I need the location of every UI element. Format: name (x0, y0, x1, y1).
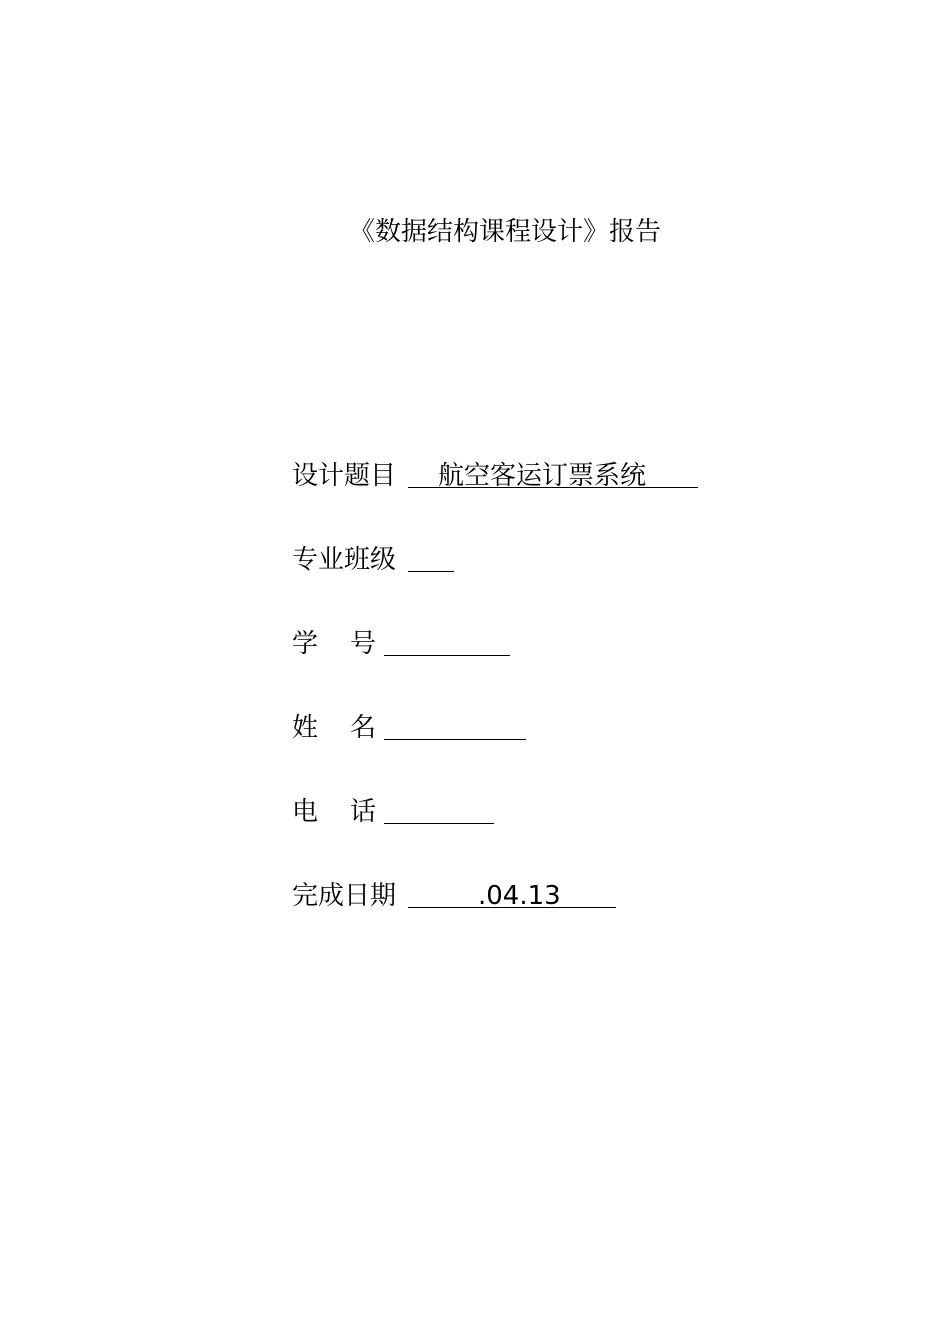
class-blank (408, 536, 454, 572)
topic-value: 航空客运订票系统 (438, 461, 647, 491)
phone-label-a: 电 (292, 797, 319, 827)
topic-field (292, 458, 698, 494)
class-field (292, 542, 454, 578)
student-id-label-a: 学 (292, 629, 319, 659)
phone-label (292, 794, 376, 830)
student-id-blank (384, 620, 510, 656)
name-blank (384, 704, 526, 740)
date-value: .04.13 (478, 881, 561, 911)
phone-blank (384, 788, 494, 824)
date-label: 完成日期 (292, 881, 397, 911)
name-label-b: 名 (349, 713, 376, 743)
student-id-label-b: 号 (349, 629, 376, 659)
student-id-field (292, 626, 510, 662)
topic-blank (408, 452, 698, 491)
date-field (292, 878, 616, 914)
report-title: 《数据结构课程设计》报告 (348, 217, 661, 247)
student-id-label (292, 626, 376, 662)
phone-label-b: 话 (349, 797, 376, 827)
date-blank (408, 872, 616, 911)
name-label-a: 姓 (292, 713, 319, 743)
name-field (292, 710, 526, 746)
topic-label: 设计题目 (292, 461, 397, 491)
phone-field (292, 794, 494, 830)
name-label (292, 710, 376, 746)
class-label: 专业班级 (292, 545, 397, 575)
